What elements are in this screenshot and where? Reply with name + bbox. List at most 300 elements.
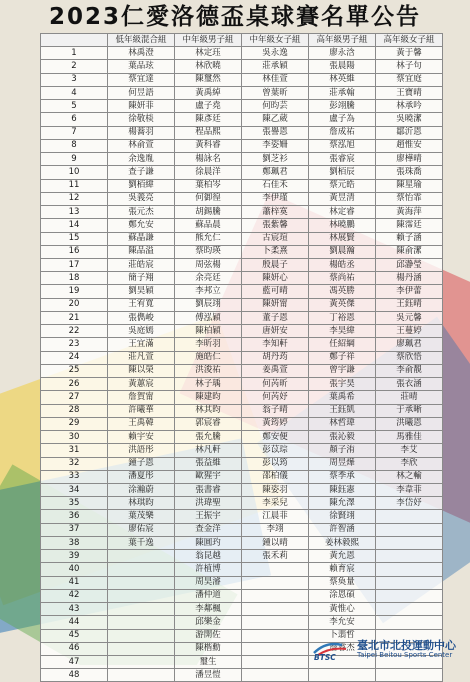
player-name-cell xyxy=(108,656,175,669)
player-name-cell: 林欣曉 xyxy=(175,60,242,73)
player-name-cell: 洪語彤 xyxy=(108,444,175,457)
table-row xyxy=(41,298,443,311)
player-name-cell: 陳姿羽 xyxy=(242,483,309,496)
player-name-cell: 詹賀甯 xyxy=(108,391,175,404)
table-header-row xyxy=(41,34,443,47)
player-name-cell: 董子恩 xyxy=(242,311,309,324)
player-name-cell: 莊皓宸 xyxy=(108,258,175,271)
player-name-cell xyxy=(108,629,175,642)
table-row xyxy=(41,258,443,271)
column-header: 低年級混合組 xyxy=(108,34,175,47)
player-name-cell: 李鄰楓 xyxy=(175,603,242,616)
player-name-cell: 何芮妤 xyxy=(242,391,309,404)
player-name-cell: 洪浚祐 xyxy=(175,364,242,377)
player-name-cell: 施皓仁 xyxy=(175,351,242,364)
row-number-cell: 11 xyxy=(41,179,108,192)
row-number-cell: 2 xyxy=(41,60,108,73)
player-name-cell: 黃惟心 xyxy=(309,603,376,616)
player-name-cell: 林英維 xyxy=(309,73,376,86)
player-name-cell: 周弦楊 xyxy=(175,258,242,271)
player-name-cell: 葉茂樂 xyxy=(108,510,175,523)
player-name-cell: 璽生 xyxy=(175,656,242,669)
player-name-cell: 王寶晴 xyxy=(376,86,443,99)
table-row xyxy=(41,100,443,113)
player-name-cell: 王振宇 xyxy=(175,510,242,523)
player-name-cell: 鄭允安 xyxy=(108,219,175,232)
player-name-cell xyxy=(242,603,309,616)
player-name-cell: 蔡宜達 xyxy=(108,73,175,86)
player-name-cell: 彭以筠 xyxy=(242,457,309,470)
row-number-cell: 47 xyxy=(41,656,108,669)
row-number-cell: 39 xyxy=(41,550,108,563)
table-row xyxy=(41,536,443,549)
player-name-cell: 陳圓玓 xyxy=(175,536,242,549)
row-number-cell: 17 xyxy=(41,258,108,271)
player-name-cell xyxy=(108,669,175,682)
player-name-cell: 卜柔熹 xyxy=(242,245,309,258)
player-name-cell: 黃科睿 xyxy=(175,139,242,152)
player-name-cell: 林禹澄 xyxy=(108,47,175,60)
player-name-cell: 石佳禾 xyxy=(242,179,309,192)
player-name-cell: 陳以榮 xyxy=(108,364,175,377)
player-name-cell: 程品熙 xyxy=(175,126,242,139)
row-number-cell: 15 xyxy=(41,232,108,245)
row-number-cell: 7 xyxy=(41,126,108,139)
row-number-cell: 4 xyxy=(41,86,108,99)
player-name-cell: 余逸胤 xyxy=(108,153,175,166)
player-name-cell xyxy=(242,589,309,602)
player-name-cell xyxy=(108,642,175,655)
player-name-cell: 許曦華 xyxy=(108,404,175,417)
table-row xyxy=(41,245,443,258)
player-name-cell xyxy=(242,656,309,669)
row-number-cell: 21 xyxy=(41,311,108,324)
player-name-cell: 莊承翰 xyxy=(309,86,376,99)
player-name-cell: 陳妍菲 xyxy=(108,100,175,113)
player-name-cell: 卜翡哲 xyxy=(309,629,376,642)
player-name-cell: 黃筠婷 xyxy=(242,417,309,430)
row-number-cell: 3 xyxy=(41,73,108,86)
player-name-cell xyxy=(108,550,175,563)
player-name-cell: 蔡奐量 xyxy=(309,576,376,589)
player-name-cell: 張譽恩 xyxy=(242,126,309,139)
player-name-cell: 鄒沂恩 xyxy=(376,126,443,139)
player-name-cell: 古宸瑄 xyxy=(242,232,309,245)
player-name-cell: 李翊 xyxy=(242,523,309,536)
player-name-cell: 丁裕恩 xyxy=(309,311,376,324)
player-name-cell xyxy=(376,536,443,549)
row-number-cell: 29 xyxy=(41,417,108,430)
row-number-cell: 8 xyxy=(41,139,108,152)
table-row xyxy=(41,470,443,483)
row-number-cell: 28 xyxy=(41,404,108,417)
player-name-cell: 劉昊穎 xyxy=(108,285,175,298)
player-name-cell: 林子句 xyxy=(376,60,443,73)
table-row xyxy=(41,351,443,364)
player-name-cell: 陳品溢 xyxy=(108,245,175,258)
player-name-cell xyxy=(376,510,443,523)
player-name-cell: 趙惟安 xyxy=(376,139,443,152)
roster-table xyxy=(40,33,443,682)
player-name-cell: 林俞萱 xyxy=(108,139,175,152)
table-row xyxy=(41,166,443,179)
player-name-cell: 游開佐 xyxy=(175,629,242,642)
player-name-cell: 廖永浛 xyxy=(309,47,376,60)
player-name-cell: 劉辰翊 xyxy=(175,298,242,311)
player-name-cell: 葉品玹 xyxy=(108,60,175,73)
player-name-cell: 陳建昀 xyxy=(175,391,242,404)
player-name-cell: 胡丹荺 xyxy=(242,351,309,364)
player-name-cell: 翁昆越 xyxy=(175,550,242,563)
player-name-cell: 張沁毅 xyxy=(309,431,376,444)
player-name-cell: 張宇昊 xyxy=(309,378,376,391)
player-name-cell: 林定睿 xyxy=(309,206,376,219)
player-name-cell: 彭翊騰 xyxy=(309,100,376,113)
table-row xyxy=(41,206,443,219)
column-header: 高年級女子組 xyxy=(376,34,443,47)
table-row xyxy=(41,616,443,629)
player-name-cell: 蔡欣悟 xyxy=(376,351,443,364)
player-name-cell: 周昊濬 xyxy=(175,576,242,589)
player-name-cell: 任紹綱 xyxy=(309,338,376,351)
player-name-cell: 許智涵 xyxy=(309,523,376,536)
player-name-cell: 李俞靚 xyxy=(376,364,443,377)
player-name-cell: 王宜滿 xyxy=(108,338,175,351)
player-name-cell: 陳彥廷 xyxy=(175,113,242,126)
player-name-cell xyxy=(376,576,443,589)
player-name-cell: 李知軒 xyxy=(242,338,309,351)
row-number-cell: 32 xyxy=(41,457,108,470)
player-name-cell: 張益維 xyxy=(175,457,242,470)
player-name-cell: 劉芝衫 xyxy=(242,153,309,166)
player-name-cell xyxy=(309,669,376,682)
player-name-cell: 歐猩宇 xyxy=(175,470,242,483)
player-name-cell: 陳妍甯 xyxy=(242,298,309,311)
player-name-cell xyxy=(108,576,175,589)
player-name-cell: 蔡怡霏 xyxy=(376,192,443,205)
table-row xyxy=(41,126,443,139)
player-name-cell: 林之輸 xyxy=(376,470,443,483)
table-row xyxy=(41,219,443,232)
table-row xyxy=(41,325,443,338)
player-name-cell: 鍾以晴 xyxy=(242,536,309,549)
player-name-cell: 張元杰 xyxy=(108,206,175,219)
table-row xyxy=(41,417,443,430)
player-name-cell: 查金洋 xyxy=(175,523,242,536)
player-name-cell: 李岱妤 xyxy=(376,497,443,510)
row-number-cell: 31 xyxy=(41,444,108,457)
row-number-cell: 23 xyxy=(41,338,108,351)
player-name-cell: 邵柏儀 xyxy=(242,470,309,483)
player-name-cell: 廖佑宸 xyxy=(108,523,175,536)
player-name-cell: 涂恩碩 xyxy=(309,589,376,602)
row-number-cell: 37 xyxy=(41,523,108,536)
player-name-cell: 陳楷勳 xyxy=(175,642,242,655)
player-name-cell xyxy=(376,523,443,536)
table-row xyxy=(41,232,443,245)
player-name-cell: 周昱燁 xyxy=(309,457,376,470)
table-row xyxy=(41,457,443,470)
player-name-cell: 曾宇謙 xyxy=(309,364,376,377)
player-name-cell: 楊丹涵 xyxy=(376,272,443,285)
player-name-cell: 林曉鵬 xyxy=(309,219,376,232)
player-name-cell: 林哲瑋 xyxy=(309,417,376,430)
player-name-cell: 王禹韓 xyxy=(108,417,175,430)
player-name-cell: 黃海萍 xyxy=(376,206,443,219)
player-name-cell: 李昕羽 xyxy=(175,338,242,351)
player-name-cell: 陳乙葳 xyxy=(242,113,309,126)
player-name-cell: 郭宸睿 xyxy=(175,417,242,430)
table-row xyxy=(41,338,443,351)
row-number-cell: 24 xyxy=(41,351,108,364)
player-name-cell: 葉柏岑 xyxy=(175,179,242,192)
player-name-cell: 陳鈺憲 xyxy=(309,483,376,496)
logo-name-english: Taipei Beitou Sports Center xyxy=(357,651,453,659)
player-name-cell: 鄭安便 xyxy=(242,431,309,444)
player-name-cell xyxy=(242,629,309,642)
player-name-cell: 賴育宸 xyxy=(309,563,376,576)
player-name-cell: 黃于馨 xyxy=(376,47,443,60)
player-name-cell: 蕭梓寞 xyxy=(242,206,309,219)
player-name-cell: 蔡元皓 xyxy=(309,179,376,192)
table-row xyxy=(41,113,443,126)
row-number-cell: 14 xyxy=(41,219,108,232)
player-name-cell: 莊晴 xyxy=(376,391,443,404)
btsc-logo-mark xyxy=(312,639,356,661)
player-name-cell: 許植博 xyxy=(175,563,242,576)
player-name-cell xyxy=(108,563,175,576)
player-name-cell: 林佳萱 xyxy=(242,73,309,86)
player-name-cell xyxy=(242,563,309,576)
player-name-cell: 林定珏 xyxy=(175,47,242,60)
column-header: 高年級男子組 xyxy=(309,34,376,47)
player-name-cell: 李邦立 xyxy=(175,285,242,298)
player-name-cell: 涂瀚蔚 xyxy=(108,483,175,496)
row-number-cell: 9 xyxy=(41,153,108,166)
player-name-cell: 詹睿杰 xyxy=(309,642,376,655)
row-number-cell: 48 xyxy=(41,669,108,682)
table-row xyxy=(41,510,443,523)
table-row xyxy=(41,404,443,417)
column-header-number xyxy=(41,34,108,47)
player-name-cell: 蔡尚祐 xyxy=(309,272,376,285)
player-name-cell xyxy=(242,669,309,682)
row-number-cell: 13 xyxy=(41,206,108,219)
player-name-cell: 吳永逸 xyxy=(242,47,309,60)
player-name-cell: 簡子翔 xyxy=(108,272,175,285)
player-name-cell: 曾葉昕 xyxy=(242,86,309,99)
table-row xyxy=(41,576,443,589)
player-name-cell: 賴宇安 xyxy=(108,431,175,444)
player-name-cell: 徐晨洋 xyxy=(175,166,242,179)
player-name-cell: 何昱語 xyxy=(108,86,175,99)
player-name-cell: 吳庭嫣 xyxy=(108,325,175,338)
table-row xyxy=(41,378,443,391)
player-name-cell: 陳星瑜 xyxy=(376,179,443,192)
player-name-cell: 傅泓穎 xyxy=(175,311,242,324)
table-row xyxy=(41,483,443,496)
player-name-cell: 李伊蕾 xyxy=(376,285,443,298)
page-title: 2023仁愛洛德盃桌球賽名單公告 xyxy=(48,4,421,30)
player-name-cell: 盧子堯 xyxy=(175,100,242,113)
player-name-cell: 蔡宜庭 xyxy=(376,73,443,86)
row-number-cell: 6 xyxy=(41,113,108,126)
player-name-cell: 邱樂金 xyxy=(175,616,242,629)
player-name-cell: 彭苡琮 xyxy=(242,444,309,457)
player-name-cell: 黃英傑 xyxy=(309,298,376,311)
player-name-cell xyxy=(376,603,443,616)
player-name-cell: 洪瑋聖 xyxy=(175,497,242,510)
player-name-cell: 林凡軒 xyxy=(175,444,242,457)
player-name-cell: 唐妍安 xyxy=(242,325,309,338)
row-number-cell: 5 xyxy=(41,100,108,113)
player-name-cell: 莊凡萱 xyxy=(108,351,175,364)
row-number-cell: 12 xyxy=(41,192,108,205)
table-row xyxy=(41,73,443,86)
row-number-cell: 41 xyxy=(41,576,108,589)
player-name-cell: 李韋菲 xyxy=(376,483,443,496)
player-name-cell: 張允騰 xyxy=(175,431,242,444)
row-number-cell: 35 xyxy=(41,497,108,510)
table-row xyxy=(41,86,443,99)
row-number-cell: 18 xyxy=(41,272,108,285)
player-name-cell xyxy=(108,603,175,616)
row-number-cell: 45 xyxy=(41,629,108,642)
player-name-cell: 林琪昀 xyxy=(108,497,175,510)
player-name-cell: 陳俞潔 xyxy=(376,245,443,258)
player-name-cell: 葉禹希 xyxy=(309,391,376,404)
player-name-cell: 盧子為 xyxy=(309,113,376,126)
table-row xyxy=(41,139,443,152)
player-name-cell: 楊蕎羽 xyxy=(108,126,175,139)
player-name-cell: 張衣涵 xyxy=(376,378,443,391)
player-name-cell: 莊承穎 xyxy=(242,60,309,73)
player-name-cell: 余亮廷 xyxy=(175,272,242,285)
table-row xyxy=(41,192,443,205)
player-name-cell: 陳璽然 xyxy=(175,73,242,86)
player-name-cell: 何昀芸 xyxy=(242,100,309,113)
player-name-cell: 黃昱清 xyxy=(309,192,376,205)
player-name-cell: 陳允澤 xyxy=(309,497,376,510)
player-name-cell: 林展賢 xyxy=(309,232,376,245)
player-name-cell: 查子謙 xyxy=(108,166,175,179)
player-name-cell: 李姿姍 xyxy=(242,139,309,152)
row-number-cell: 19 xyxy=(41,285,108,298)
player-name-cell: 蘇晶謙 xyxy=(108,232,175,245)
table-row xyxy=(41,47,443,60)
column-header: 中年級女子組 xyxy=(242,34,309,47)
player-name-cell: 李允安 xyxy=(309,616,376,629)
player-name-cell: 王蔓婷 xyxy=(376,325,443,338)
row-number-cell: 16 xyxy=(41,245,108,258)
player-name-cell: 劉晨瀚 xyxy=(309,245,376,258)
player-name-cell: 何御徨 xyxy=(175,192,242,205)
column-header: 中年級男子組 xyxy=(175,34,242,47)
player-name-cell xyxy=(376,563,443,576)
player-name-cell: 馮英勝 xyxy=(309,285,376,298)
table-row xyxy=(41,523,443,536)
player-name-cell xyxy=(242,576,309,589)
player-name-cell: 于承晰 xyxy=(376,404,443,417)
player-name-cell xyxy=(242,616,309,629)
player-name-cell: 吳元馨 xyxy=(376,311,443,324)
player-name-cell: 王鈺晴 xyxy=(376,298,443,311)
player-name-cell: 張晨陽 xyxy=(309,60,376,73)
player-name-cell: 潘昱愷 xyxy=(175,669,242,682)
player-name-cell: 李艾 xyxy=(376,444,443,457)
row-number-cell: 34 xyxy=(41,483,108,496)
table-row xyxy=(41,444,443,457)
player-name-cell: 張儁峻 xyxy=(108,311,175,324)
player-name-cell: 廖珮君 xyxy=(376,338,443,351)
table-row xyxy=(41,60,443,73)
row-number-cell: 30 xyxy=(41,431,108,444)
player-name-cell xyxy=(376,550,443,563)
player-name-cell: 李昊緯 xyxy=(309,325,376,338)
player-name-cell: 劉栢緯 xyxy=(108,179,175,192)
player-name-cell: 潘夏彤 xyxy=(108,470,175,483)
player-name-cell xyxy=(376,616,443,629)
player-name-cell: 林其昀 xyxy=(175,404,242,417)
player-name-cell: 潘仲道 xyxy=(175,589,242,602)
player-name-cell: 張紫馨 xyxy=(242,219,309,232)
player-name-cell: 賴子涵 xyxy=(376,232,443,245)
row-number-cell: 38 xyxy=(41,536,108,549)
player-name-cell: 翁子晴 xyxy=(242,404,309,417)
player-name-cell: 張書睿 xyxy=(175,483,242,496)
table-row xyxy=(41,179,443,192)
player-name-cell: 顏子洧 xyxy=(309,444,376,457)
player-name-cell: 李伊瑾 xyxy=(242,192,309,205)
player-name-cell: 林承吟 xyxy=(376,100,443,113)
player-name-cell: 李采兒 xyxy=(242,497,309,510)
row-number-cell: 27 xyxy=(41,391,108,404)
player-name-cell: 張睿宸 xyxy=(309,153,376,166)
player-name-cell: 詹成祐 xyxy=(309,126,376,139)
player-name-cell: 馬雅佳 xyxy=(376,431,443,444)
player-name-cell: 徐敬棪 xyxy=(108,113,175,126)
player-name-cell: 藍可晴 xyxy=(242,285,309,298)
player-name-cell: 劉栢辰 xyxy=(309,166,376,179)
player-name-cell: 李欣 xyxy=(376,457,443,470)
player-name-cell xyxy=(242,642,309,655)
player-name-cell: 黃禹綽 xyxy=(175,86,242,99)
table-row xyxy=(41,589,443,602)
row-number-cell: 33 xyxy=(41,470,108,483)
table-row xyxy=(41,563,443,576)
player-name-cell: 陳柏穎 xyxy=(175,325,242,338)
player-name-cell: 葉千逸 xyxy=(108,536,175,549)
player-name-cell: 胡錫騰 xyxy=(175,206,242,219)
table-row xyxy=(41,153,443,166)
player-name-cell xyxy=(108,589,175,602)
player-name-cell: 何芮昕 xyxy=(242,378,309,391)
row-number-cell: 26 xyxy=(41,378,108,391)
row-number-cell: 25 xyxy=(41,364,108,377)
table-row xyxy=(41,285,443,298)
player-name-cell: 吳曉潔 xyxy=(376,113,443,126)
row-number-cell: 20 xyxy=(41,298,108,311)
table-row xyxy=(41,431,443,444)
row-number-cell: 10 xyxy=(41,166,108,179)
table-row xyxy=(41,364,443,377)
player-name-cell: 姜禹萱 xyxy=(242,364,309,377)
player-name-cell: 鄭珮君 xyxy=(242,166,309,179)
table-row xyxy=(41,497,443,510)
row-number-cell: 42 xyxy=(41,589,108,602)
row-number-cell: 36 xyxy=(41,510,108,523)
player-name-cell: 楊詠名 xyxy=(175,153,242,166)
